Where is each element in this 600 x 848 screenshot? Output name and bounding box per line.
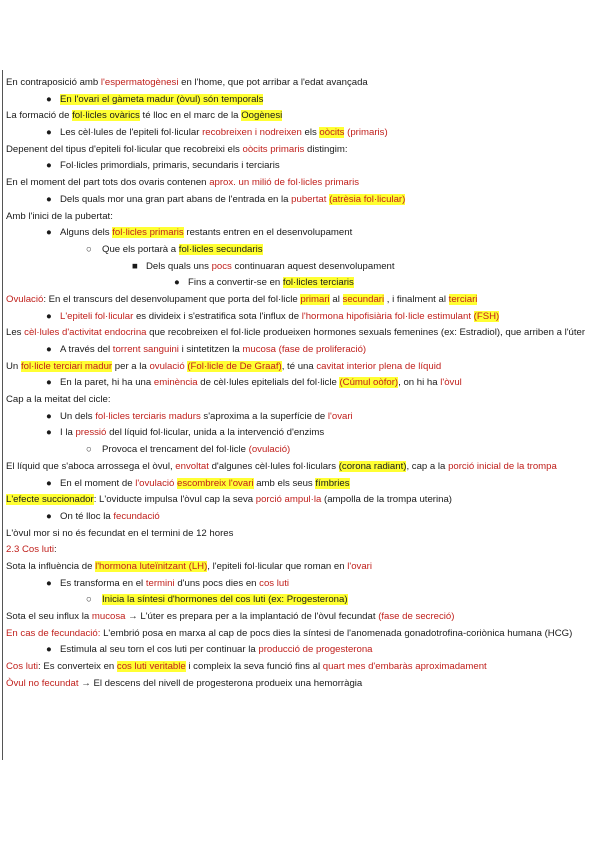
- paragraph-line: [6, 678, 594, 690]
- highlighted-text: primari: [300, 293, 330, 305]
- text-run: Alguns dels: [60, 227, 113, 239]
- bullet-item: [6, 594, 594, 606]
- bullet-marker: ○: [86, 243, 92, 255]
- bullet-marker: ●: [46, 93, 52, 105]
- text-run: L'òvul mor si no és fecundat en el termini de 12 hores: [6, 527, 234, 539]
- highlighted-text: terciari: [448, 293, 478, 305]
- text-run: En el moment del part tots dos ovaris contenen: [6, 177, 210, 189]
- text-run: : Es converteix en: [38, 661, 117, 673]
- bullet-item: [6, 160, 594, 172]
- margin-rule: [2, 70, 3, 760]
- highlighted-text: (fase de proliferació): [278, 344, 367, 355]
- bullet-item: [6, 244, 594, 256]
- highlighted-text: (ovulació): [248, 444, 291, 456]
- paragraph-line: [6, 177, 594, 189]
- highlighted-text: ovulació: [149, 360, 185, 372]
- text-run: A través del: [60, 344, 113, 355]
- paragraph-line: [6, 611, 594, 623]
- highlighted-text: oòcits primaris: [242, 143, 305, 155]
- text-run: I la: [60, 427, 76, 439]
- highlighted-text: recobreixen i nodreixen: [202, 127, 302, 139]
- bullet-marker: ●: [46, 577, 52, 589]
- text-run: En la paret, hi ha una: [60, 377, 154, 389]
- bullet-item: [6, 277, 594, 289]
- text-run: els: [301, 127, 320, 139]
- text-run: , cap a la: [406, 460, 449, 472]
- paragraph-line: [6, 661, 594, 673]
- highlighted-text: l'hormona luteïnitzant (LH): [95, 560, 208, 572]
- text-run: → L'úter es prepara per a la implantació de l'òvul fecundat: [125, 611, 379, 622]
- text-run: Cap a la meitat del cicle:: [6, 394, 111, 406]
- paragraph-line: [6, 327, 594, 339]
- bullet-item: [6, 344, 594, 356]
- highlighted-text: fol·licles secundaris: [178, 243, 263, 255]
- highlighted-text: l'espermatogènesi: [100, 77, 179, 88]
- highlighted-text: (corona radiant): [338, 460, 407, 472]
- text-run: d'uns pocs dies en: [174, 577, 260, 589]
- highlighted-text: envoltat: [175, 460, 209, 472]
- bullet-marker: ●: [46, 227, 52, 239]
- paragraph-line: [6, 528, 594, 540]
- text-run: , té una: [281, 360, 317, 372]
- bullet-marker: ●: [46, 160, 52, 172]
- highlighted-text: secundari: [342, 293, 385, 305]
- paragraph-line: [6, 561, 594, 573]
- highlighted-text: cos luti: [259, 577, 290, 589]
- highlighted-text: l'hormona hipofisiària fol·licle estimulant: [301, 310, 471, 322]
- highlighted-text: fecundació: [113, 510, 160, 522]
- paragraph-line: [6, 394, 594, 406]
- highlighted-text: producció de progesterona: [258, 644, 373, 656]
- paragraph-line: [6, 144, 594, 156]
- paragraph-line: [6, 361, 594, 373]
- text-run: Un dels: [60, 410, 96, 422]
- text-run: :: [54, 544, 57, 556]
- text-run: es divideix i s'estratifica sota l'influx de: [133, 310, 302, 322]
- text-run: , l'epiteli fol·licular que roman en: [207, 560, 348, 572]
- bullet-marker: ●: [46, 510, 52, 522]
- highlighted-text: (Cúmul oòfor): [339, 377, 399, 389]
- bullet-marker: ■: [132, 260, 138, 272]
- highlighted-text: cos luti veritable: [116, 661, 186, 673]
- text-run: s'aproxima a la superfície de: [200, 410, 328, 422]
- highlighted-text: Cos luti: [6, 661, 38, 673]
- bullet-item: [6, 427, 594, 439]
- bullet-marker: ●: [46, 344, 52, 355]
- text-run: distingim:: [304, 143, 348, 155]
- highlighted-text: L'epiteli fol·licular: [60, 310, 134, 322]
- highlighted-text: escombreix l'ovari: [177, 477, 254, 489]
- paragraph-line: [6, 110, 594, 122]
- paragraph-line: [6, 77, 594, 89]
- text-run: , on hi ha: [398, 377, 441, 389]
- text-run: que recobreixen el fol·licle produeixen hormones sexuals femenines (ex: Estradiol), que arriben a l'úter: [146, 327, 586, 339]
- text-run: L'embrió posa en marxa al cap de pocs dies la síntesi de l'anomenada gonadotrofina-coriònica humana (HCG): [100, 627, 573, 639]
- bullet-marker: ●: [46, 127, 52, 139]
- bullet-item: [6, 411, 594, 423]
- highlighted-text: Òvul no fecundat: [6, 677, 79, 689]
- text-run: → El descens del nivell de progesterona produeix una hemorràgia: [78, 677, 363, 689]
- bullet-item: [6, 511, 594, 523]
- bullet-marker: ●: [174, 277, 180, 289]
- text-run: i compleix la seva funció fins al: [185, 661, 323, 673]
- text-run: amb els seus: [253, 477, 316, 489]
- text-run: Depenent del tipus d'epiteli fol·licular que recobreixi els: [6, 143, 243, 155]
- text-run: : L'oviducte impulsa l'òvul cap la seva: [93, 494, 256, 506]
- bullet-item: [6, 227, 594, 239]
- text-run: Les cèl·lules de l'epiteli fol·licular: [60, 127, 203, 139]
- highlighted-text: (fase de secreció): [378, 611, 455, 622]
- highlighted-text: porció ampul·la: [255, 494, 322, 506]
- text-run: al: [329, 293, 343, 305]
- bullet-item: [6, 194, 594, 206]
- highlighted-text: l'òvul: [440, 377, 462, 389]
- highlighted-text: fol·licles terciaris madurs: [95, 410, 201, 422]
- bullet-item: [6, 478, 594, 490]
- text-run: Les: [6, 327, 25, 339]
- bullet-marker: ●: [46, 477, 52, 489]
- text-run: Provoca el trencament del fol·licle: [102, 444, 249, 456]
- highlighted-text: l'ovari: [347, 560, 373, 572]
- highlighted-text: oòcits: [319, 127, 345, 139]
- bullet-marker: ○: [86, 594, 92, 606]
- text-run: Dels quals uns: [146, 260, 212, 272]
- highlighted-text: fímbries: [315, 477, 350, 489]
- text-run: Sota la influència de: [6, 560, 96, 572]
- highlighted-text: fol·licles ovàrics: [72, 110, 140, 122]
- text-run: de cèl·lules epitelials del fol·licle: [197, 377, 340, 389]
- highlighted-text: Inicia la síntesi d'hormones del cos luti (ex: Progesterona): [102, 594, 348, 606]
- highlighted-text: pocs: [211, 260, 232, 272]
- bullet-item: [6, 261, 594, 273]
- text-run: Estimula al seu torn el cos luti per continuar la: [60, 644, 259, 656]
- highlighted-text: Ovulació: [6, 293, 44, 305]
- bullet-marker: ●: [46, 427, 52, 439]
- bullet-item: [6, 311, 594, 323]
- text-run: On té lloc la: [60, 510, 114, 522]
- bullet-item: [6, 127, 594, 139]
- text-run: Un: [6, 360, 21, 372]
- text-run: té lloc en el marc de la: [139, 110, 242, 122]
- text-run: En contraposició amb: [6, 77, 101, 88]
- bullet-marker: ●: [46, 410, 52, 422]
- text-run: Fol·licles primordials, primaris, secundaris i terciaris: [60, 160, 280, 172]
- text-run: Es transforma en el: [60, 577, 146, 589]
- text-run: d'algunes cèl·lules fol·liculars: [208, 460, 339, 472]
- highlighted-text: cavitat interior plena de líquid: [316, 360, 442, 372]
- highlighted-text: (primaris): [344, 127, 388, 139]
- text-run: Que els portarà a: [102, 243, 179, 255]
- bullet-marker: ●: [46, 644, 52, 656]
- text-run: continuaran aquest desenvolupament: [231, 260, 395, 272]
- highlighted-text: (Fol·licle de De Graaf): [187, 360, 282, 372]
- bullet-item: [6, 444, 594, 456]
- bullet-item: [6, 644, 594, 656]
- highlighted-text: porció inicial de la trompa: [448, 460, 557, 472]
- paragraph-line: [6, 294, 594, 306]
- highlighted-text: mucosa: [242, 344, 276, 355]
- text-run: En el moment de: [60, 477, 136, 489]
- highlighted-text: mucosa: [91, 611, 126, 622]
- highlighted-text: fol·licle terciari madur: [20, 360, 113, 372]
- bullet-marker: ○: [86, 444, 92, 456]
- highlighted-text: l'ovulació: [135, 477, 175, 489]
- text-run: Dels quals mor una gran part abans de l'entrada en la: [60, 193, 292, 205]
- paragraph-line: [6, 494, 594, 506]
- text-run: La formació de: [6, 110, 73, 122]
- bullet-marker: ●: [46, 310, 52, 322]
- paragraph-line: [6, 544, 594, 556]
- text-run: Amb l'inici de la pubertat:: [6, 210, 113, 222]
- highlighted-text: Oogènesi: [241, 110, 283, 122]
- highlighted-text: pubertat: [291, 193, 327, 205]
- highlighted-text: cèl·lules d'activitat endocrina: [24, 327, 147, 339]
- highlighted-text: (atrèsia fol·licular): [329, 193, 406, 205]
- text-run: i sintetitzen la: [178, 344, 243, 355]
- highlighted-text: pressió: [75, 427, 107, 439]
- highlighted-text: eminència: [153, 377, 198, 389]
- paragraph-line: [6, 461, 594, 473]
- text-run: El líquid que s'aboca arrossega el òvul,: [6, 460, 176, 472]
- text-run: per a la: [112, 360, 150, 372]
- bullet-item: [6, 94, 594, 106]
- text-run: (ampolla de la trompa uterina): [321, 494, 452, 506]
- text-run: Sota el seu influx la: [6, 611, 92, 622]
- paragraph-line: [6, 211, 594, 223]
- highlighted-text: quart mes d'embaràs aproximadament: [322, 661, 487, 673]
- highlighted-text: l'ovari: [327, 410, 353, 422]
- paragraph-line: [6, 628, 594, 640]
- highlighted-text: termini: [145, 577, 175, 589]
- highlighted-text: L'efecte succionador: [6, 494, 94, 506]
- bullet-marker: ●: [46, 377, 52, 389]
- bullet-item: [6, 377, 594, 389]
- text-run: : En el transcurs del desenvolupament que porta del fol·licle: [43, 293, 301, 305]
- text-run: , i finalment al: [384, 293, 449, 305]
- highlighted-text: 2.3 Cos luti: [6, 544, 54, 556]
- highlighted-text: En cas de fecundació:: [6, 627, 101, 639]
- highlighted-text: En l'ovari el gàmeta madur (òvul) són temporals: [60, 93, 264, 105]
- text-run: del líquid fol·licular, unida a la intervenció d'enzims: [106, 427, 325, 439]
- highlighted-text: (FSH): [473, 310, 500, 322]
- highlighted-text: aprox. un milió de fol·licles primaris: [209, 177, 360, 189]
- bullet-item: [6, 578, 594, 590]
- highlighted-text: fol·licles primaris: [112, 227, 184, 239]
- bullet-marker: ●: [46, 193, 52, 205]
- highlighted-text: torrent sanguini: [112, 344, 179, 355]
- text-run: en l'home, que pot arribar a l'edat avançada: [178, 77, 368, 88]
- text-run: Fins a convertir-se en: [188, 277, 283, 289]
- text-run: restants entren en el desenvolupament: [183, 227, 353, 239]
- notes-content: [6, 77, 594, 694]
- highlighted-text: fol·licles terciaris: [282, 277, 354, 289]
